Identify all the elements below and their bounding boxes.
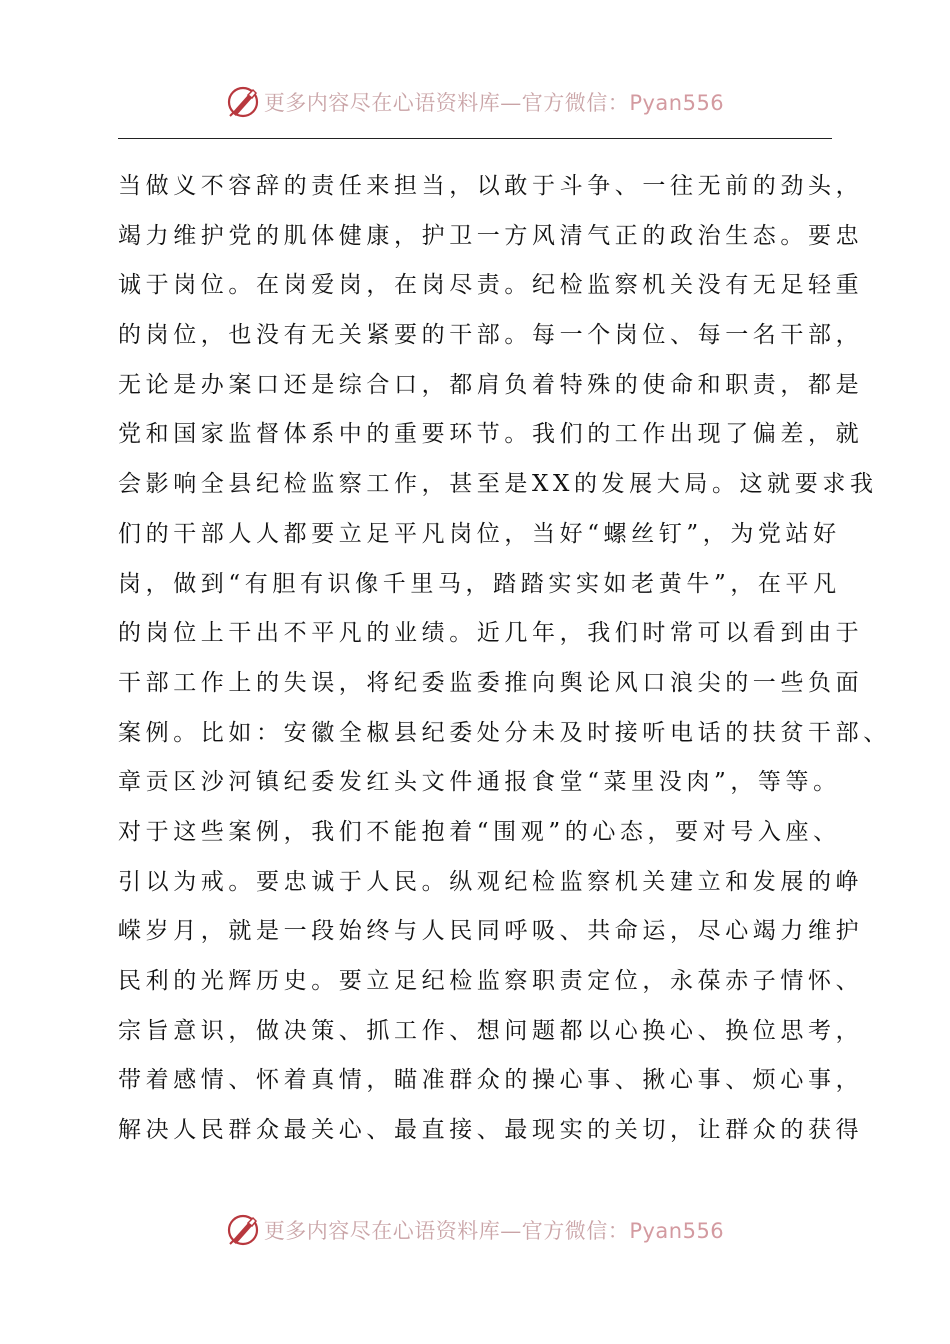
pen-in-circle-logo-icon [226,1213,260,1247]
header-text [264,87,724,117]
body-line: 党和国家监督体系中的重要环节。我们的工作出现了偏差，就 [118,421,864,448]
body-line: 对于这些案例，我们不能抱着“围观”的心态，要对号入座、 [118,818,841,845]
body-line: 嵘岁月，就是一段始终与人民同呼吸、共命运，尽心竭力维护 [118,918,864,945]
body-line: 的岗位，也没有无关紧要的干部。每一个岗位、每一名干部， [118,322,864,349]
body-line: 岗，做到“有胆有识像千里马，踏踏实实如老黄牛”，在平凡 [118,570,841,597]
body-line: 解决人民群众最关心、最直接、最现实的关切，让群众的获得 [118,1117,864,1144]
footer-banner [0,1210,950,1250]
body-line: 竭力维护党的肌体健康，护卫一方风清气正的政治生态。要忠 [118,222,864,249]
body-line: 宗旨意识，做决策、抓工作、想问题都以心换心、换位思考， [118,1017,864,1044]
body-line: 们的干部人人都要立足平凡岗位，当好“螺丝钉”，为党站好 [118,520,841,547]
body-line: 无论是办案口还是综合口，都肩负着特殊的使命和职责，都是 [118,371,864,398]
body-line: 章贡区沙河镇纪委发红头文件通报食堂“菜里没肉”，等等。 [118,769,841,796]
header-banner [0,82,950,122]
body-line: 的岗位上干出不平凡的业绩。近几年，我们时常可以看到由于 [118,620,864,647]
body-line: 干部工作上的失误，将纪委监委推向舆论风口浪尖的一些负面 [118,669,864,696]
body-line: 当做义不容辞的责任来担当，以敢于斗争、一往无前的劲头， [118,173,864,199]
body-line: 诚于岗位。在岗爱岗，在岗尽责。纪检监察机关没有无足轻重 [118,272,864,299]
body-line: 案例。比如：安徽全椒县纪委处分未及时接听电话的扶贫干部、 [118,719,891,746]
body-line: 引以为戒。要忠诚于人民。纵观纪检监察机关建立和发展的峥 [118,868,864,895]
footer-text-main: 更多内容尽在心语资料库—官方微信： [263,1219,630,1243]
body-line: 会影响全县纪检监察工作，甚至是XX的发展大局。这就要求我 [118,471,878,498]
header-text-main: 更多内容尽在心语资料库—官方微信： [263,91,630,115]
body-line: 带着感情、怀着真情，瞄准群众的操心事、揪心事、烦心事， [118,1067,864,1094]
footer-text [264,1215,724,1245]
pen-in-circle-logo-icon [226,85,260,119]
document-body [118,162,891,1156]
header-divider [118,138,832,139]
footer-wechat-id: Pyan556 [629,1219,725,1243]
header-wechat-id: Pyan556 [629,91,725,115]
body-line: 民利的光辉历史。要立足纪检监察职责定位，永葆赤子情怀、 [118,968,864,994]
